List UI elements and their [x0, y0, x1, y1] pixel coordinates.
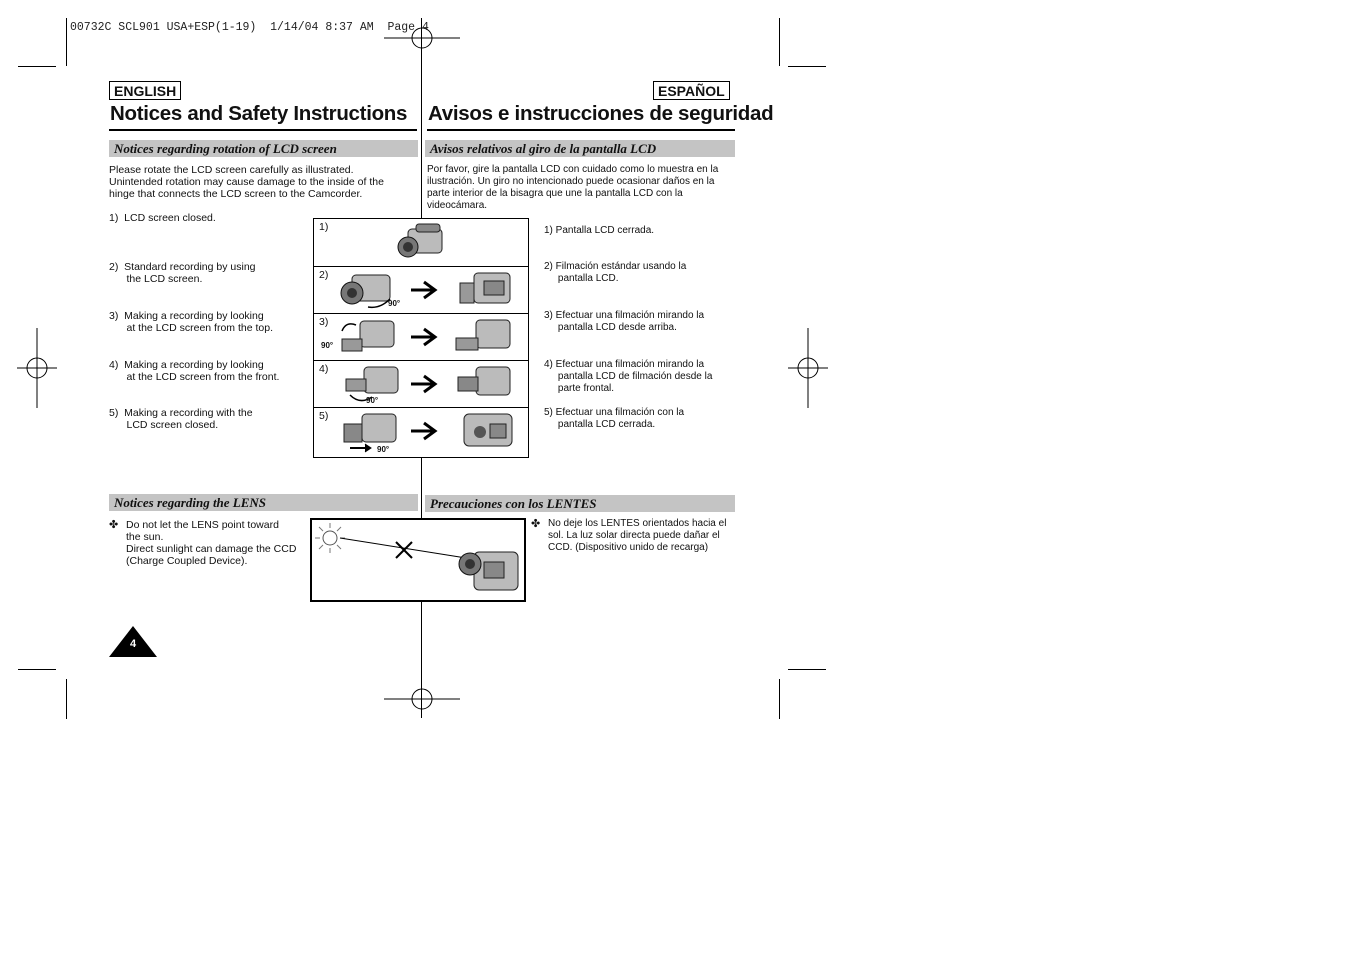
- section-heading-lcd-spanish: Avisos relativos al giro de la pantalla LCD: [425, 140, 735, 157]
- lcd-item-2-spanish: 2) Filmación estándar usando la pantalla LCD.: [544, 261, 687, 284]
- bullet-icon: ✤: [531, 518, 541, 530]
- figure-row-label: 5): [319, 410, 329, 422]
- angle-label: 90°: [388, 299, 401, 308]
- crop-mark-icon: [788, 328, 828, 408]
- title-rule-english: [109, 129, 417, 131]
- section-heading-lens-spanish: Precauciones con los LENTES: [425, 495, 735, 512]
- page-title-spanish: Avisos e instrucciones de seguridad: [428, 102, 774, 125]
- bullet-icon: ✤: [109, 519, 119, 531]
- figure-row-label: 4): [319, 363, 329, 375]
- lcd-item-3-spanish: 3) Efectuar una filmación mirando la pantalla LCD desde arriba.: [544, 310, 705, 333]
- crop-mark-icon: [66, 18, 67, 66]
- lcd-item-5-english: 5) Making a recording with the LCD screen closed.: [109, 407, 253, 431]
- angle-label: 90°: [377, 445, 390, 454]
- figure-row-label: 2): [319, 269, 329, 281]
- lcd-item-1-spanish: 1) Pantalla LCD cerrada.: [544, 225, 655, 236]
- right-arrow-icon: [409, 326, 439, 348]
- lcd-item-5-spanish: 5) Efectuar una filmación con la pantalla LCD cerrada.: [544, 407, 685, 430]
- page-title-english: Notices and Safety Instructions: [110, 102, 408, 125]
- angle-label: 90°: [366, 396, 379, 405]
- page-number: 4: [129, 638, 137, 650]
- lcd-item-1-english: 1) LCD screen closed.: [109, 212, 216, 224]
- crop-mark-icon: [779, 18, 780, 66]
- angle-label: 90°: [321, 341, 334, 350]
- camcorder-icon: [340, 410, 402, 454]
- figure-row-4: [314, 361, 528, 408]
- title-rule-spanish: [427, 129, 735, 131]
- camcorder-icon: [454, 363, 516, 405]
- section-heading-lens-english: Notices regarding the LENS: [109, 494, 418, 511]
- lens-bullet-english: Do not let the LENS point toward the sun. Direct sunlight can damage the CCD (Charge Coupled Device).: [126, 519, 297, 567]
- figure-row-5: [314, 408, 528, 456]
- crop-mark-icon: [788, 66, 826, 67]
- crop-mark-icon: [18, 66, 56, 67]
- figure-row-label: 1): [319, 221, 329, 233]
- section-heading-lcd-english: Notices regarding rotation of LCD screen: [109, 140, 418, 157]
- lcd-intro-spanish: Por favor, gire la pantalla LCD con cuidado como lo muestra en la ilustración. Un giro no intencionado puede ocasionar daños en la parte interior de la bisagra que une la pantalla LCD con la videocámara.: [427, 164, 719, 211]
- camcorder-icon: [454, 546, 524, 600]
- language-badge-english: ENGLISH: [109, 81, 181, 100]
- lens-bullet-spanish: No deje los LENTES orientados hacia el sol. La luz solar directa puede dañar el CCD. (Dispositivo unido de recarga): [548, 518, 727, 553]
- language-badge-spanish: ESPAÑOL: [653, 81, 730, 100]
- camcorder-icon: [458, 410, 518, 452]
- cross-icon: [394, 540, 414, 560]
- figure-row-3: [314, 314, 528, 361]
- lcd-item-4-spanish: 4) Efectuar una filmación mirando la pantalla LCD de filmación desde la parte frontal.: [544, 359, 713, 394]
- lcd-item-3-english: 3) Making a recording by looking at the LCD screen from the top.: [109, 310, 273, 334]
- crop-mark-icon: [66, 679, 67, 719]
- figure-row-2: [314, 267, 528, 314]
- right-arrow-icon: [409, 373, 439, 395]
- figure-row-1: [314, 219, 528, 267]
- camcorder-icon: [452, 316, 516, 358]
- camcorder-icon: [338, 317, 398, 359]
- crop-mark-icon: [17, 328, 57, 408]
- lcd-intro-english: Please rotate the LCD screen carefully as illustrated. Unintended rotation may cause damage to the inside of the hinge that connects the LCD screen to the Camcorder.: [109, 164, 384, 200]
- lcd-item-4-english: 4) Making a recording by looking at the LCD screen from the front.: [109, 359, 280, 383]
- lens-sun-figure: [310, 518, 526, 602]
- lcd-item-2-english: 2) Standard recording by using the LCD screen.: [109, 261, 256, 285]
- right-arrow-icon: [409, 279, 439, 301]
- crop-mark-icon: [779, 679, 780, 719]
- print-slug-line: 00732C SCL901 USA+ESP(1-19) 1/14/04 8:37 AM Page 4: [70, 21, 429, 34]
- crop-mark-icon: [18, 669, 56, 670]
- crop-mark-icon: [382, 679, 462, 719]
- crop-mark-icon: [788, 669, 826, 670]
- right-arrow-icon: [409, 420, 439, 442]
- figure-row-label: 3): [319, 316, 329, 328]
- lcd-rotation-figure: [313, 218, 529, 458]
- camcorder-icon: [394, 221, 450, 263]
- camcorder-icon: [456, 269, 516, 311]
